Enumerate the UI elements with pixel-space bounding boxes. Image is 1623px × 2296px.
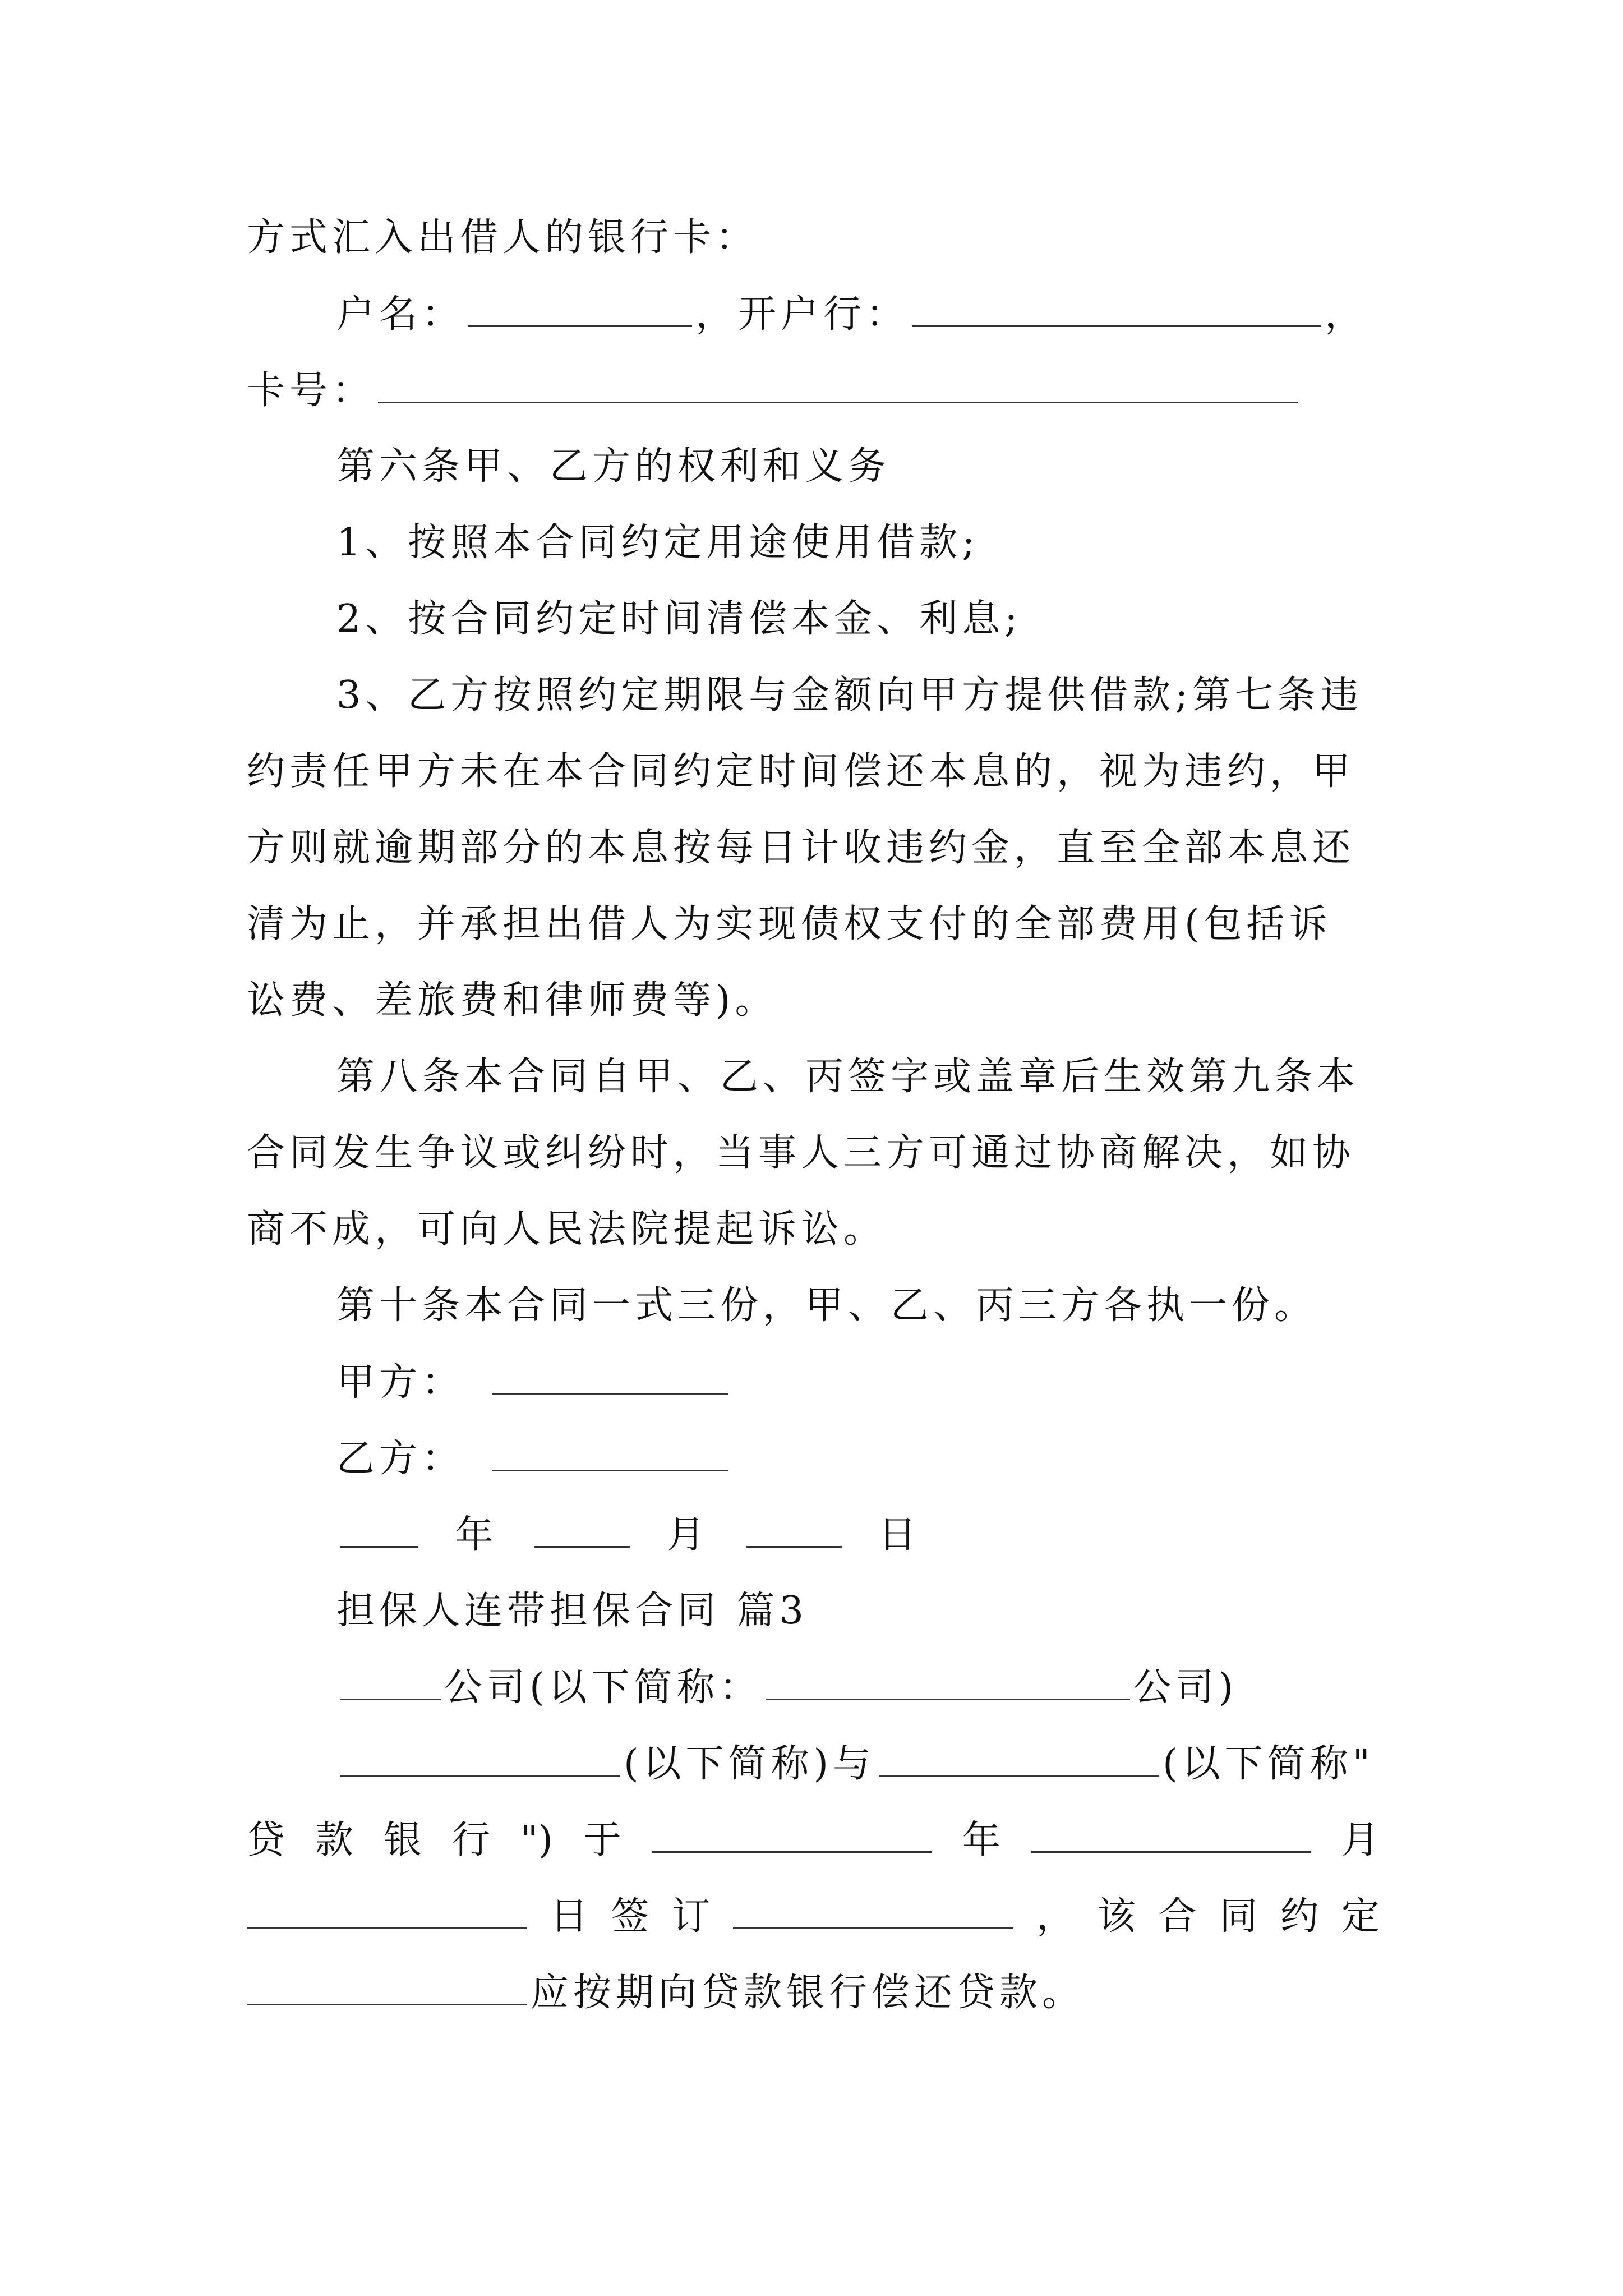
account-name-line	[336, 286, 1367, 342]
blank-year[interactable]	[340, 1507, 418, 1548]
repay-line	[247, 1964, 1085, 2021]
text-line: 方则就逾期部分的本息按每日计收违约金，直至全部本息还	[247, 826, 1355, 870]
char: 签	[611, 1894, 649, 1939]
label-account-name: 户名：	[336, 292, 465, 337]
blank-debtor[interactable]	[247, 1964, 527, 2005]
char: 行	[452, 1818, 491, 1862]
text-line: 第八条本合同自甲、乙、丙签字或盖章后生效第九条本	[336, 1055, 1360, 1099]
contract-heading: 担保人连带担保合同 篇3	[336, 1589, 808, 1633]
text-line: 讼费、差旅费和律师费等)。	[247, 978, 778, 1023]
blank-sign-day[interactable]	[247, 1888, 527, 1929]
blank-borrower[interactable]	[340, 1736, 620, 1777]
char: 银	[384, 1818, 422, 1862]
label-card-number: 卡号：	[247, 369, 375, 413]
label-company-end: 公司)	[1133, 1665, 1238, 1710]
list-item: 3、乙方按照约定期限与金额向甲方提供借款;第七条违	[336, 673, 1363, 717]
blank-party-a[interactable]	[492, 1354, 728, 1395]
text-line: 方式汇入出借人的银行卡：	[247, 215, 759, 260]
char: ，	[1036, 1894, 1075, 1939]
char: 款	[315, 1818, 354, 1862]
char: 贷	[247, 1818, 285, 1862]
blank-contract[interactable]	[733, 1888, 1013, 1929]
char: 约	[1280, 1894, 1319, 1939]
blank-company-abbr[interactable]	[766, 1659, 1130, 1700]
blank-bank[interactable]	[912, 286, 1321, 327]
comma: ，	[1325, 292, 1368, 337]
char: 合	[1158, 1894, 1197, 1939]
char: 订	[672, 1894, 711, 1939]
char: 同	[1219, 1894, 1258, 1939]
label-year: 年	[455, 1513, 498, 1557]
blank-month[interactable]	[534, 1507, 630, 1548]
char: 于	[583, 1818, 621, 1862]
blank-lender[interactable]	[879, 1736, 1159, 1777]
bank-date-line	[247, 1812, 1380, 1868]
card-number-line	[247, 362, 1301, 418]
text-line: 约责任甲方未在本合同约定时间偿还本息的，视为违约，甲	[247, 749, 1355, 794]
section-heading: 第六条甲、乙方的权利和义务	[336, 444, 891, 489]
char: 日	[550, 1894, 588, 1939]
date-line	[336, 1507, 938, 1563]
label-repay: 应按期向贷款银行偿还贷款。	[531, 1971, 1085, 2015]
text-line: 合同发生争议或纠纷时，当事人三方可通过协商解决，如协	[247, 1131, 1355, 1175]
label-party-b: 乙方：	[336, 1437, 465, 1481]
blank-company[interactable]	[340, 1659, 441, 1700]
label-day: 日	[878, 1513, 921, 1557]
label-party-a: 甲方：	[336, 1360, 465, 1405]
list-item: 2、按合同约定时间清偿本金、利息;	[336, 597, 1022, 641]
sign-line	[247, 1888, 1380, 1944]
blank-account-name[interactable]	[468, 286, 692, 327]
agreement-line	[336, 1736, 1375, 1792]
char: 该	[1097, 1894, 1136, 1939]
blank-sign-month[interactable]	[1031, 1812, 1311, 1853]
label-bank: ，开户行：	[695, 292, 909, 337]
label-company: 公司(以下简称：	[444, 1665, 762, 1710]
label-lender: (以下简称"	[1163, 1742, 1375, 1786]
list-item: 1、按照本合同约定用途使用借款;	[336, 521, 980, 565]
blank-party-b[interactable]	[492, 1430, 728, 1471]
label-borrower: (以下简称)与	[624, 1742, 876, 1786]
char: ")	[520, 1818, 553, 1862]
char: 月	[1341, 1818, 1380, 1862]
text-line: 第十条本合同一式三份，甲、乙、丙三方各执一份。	[336, 1283, 1317, 1328]
party-b-line	[336, 1430, 731, 1487]
text-line: 清为止，并承担出借人为实现债权支付的全部费用(包括诉	[247, 902, 1332, 946]
company-line	[336, 1659, 1238, 1715]
party-a-line	[336, 1354, 731, 1410]
blank-sign-year[interactable]	[652, 1812, 932, 1853]
char: 定	[1341, 1894, 1380, 1939]
blank-card-number[interactable]	[378, 362, 1298, 403]
label-month: 月	[666, 1513, 709, 1557]
char: 年	[962, 1818, 1000, 1862]
text-line: 商不成，可向人民法院提起诉讼。	[247, 1207, 887, 1251]
blank-day[interactable]	[746, 1507, 842, 1548]
